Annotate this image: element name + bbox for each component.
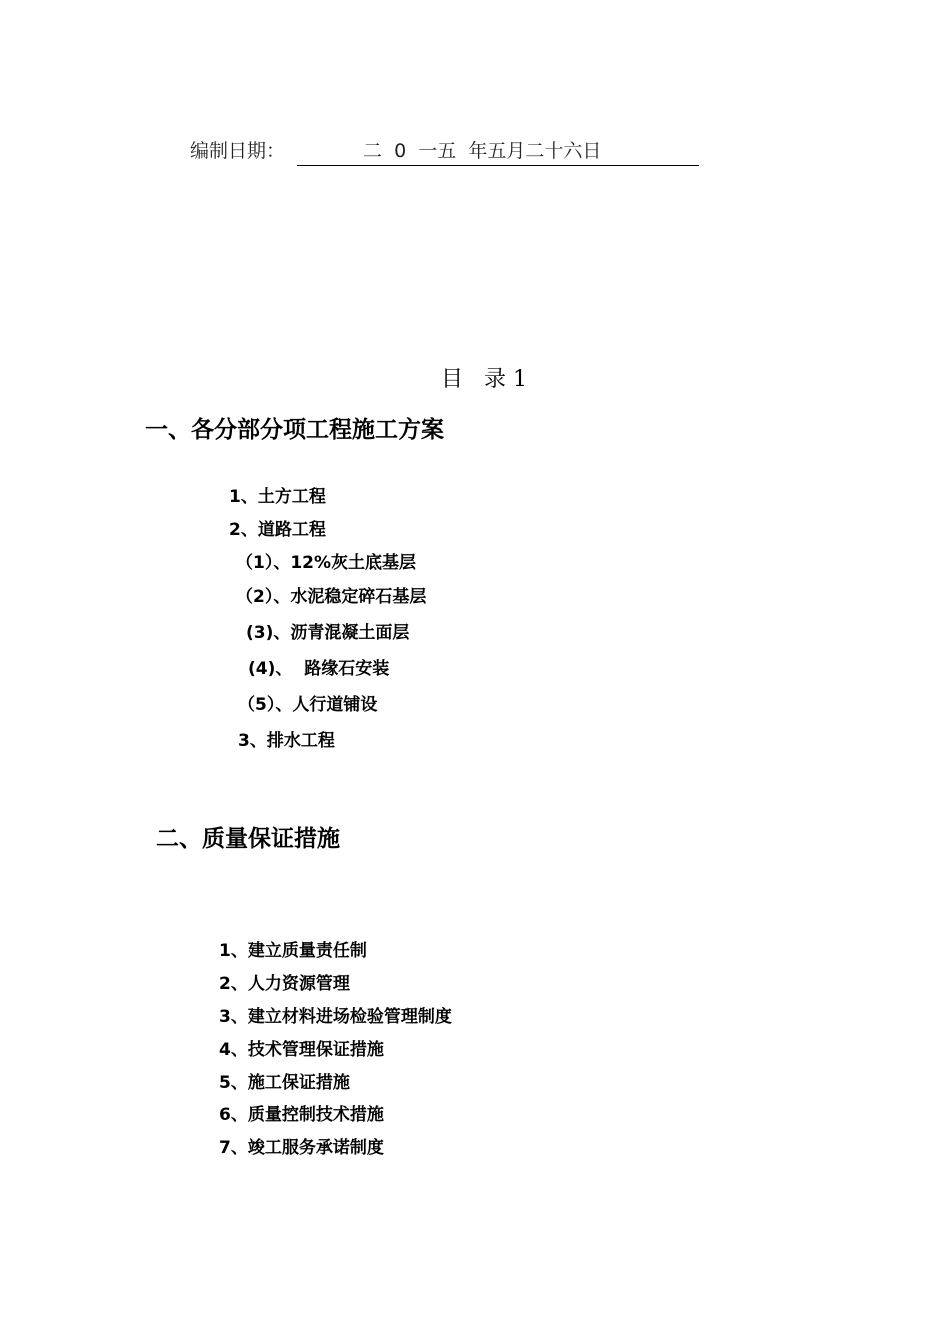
section-heading-quality-assurance: 二、质量保证措施 [156,826,340,852]
toc-entry: 4、技术管理保证措施 [219,1040,384,1060]
toc-entry: 2、人力资源管理 [219,974,350,994]
compile-date-label: 编制日期： [190,140,286,162]
toc-entry: 3、排水工程 [238,731,335,751]
toc-title: 目 录 1 [441,367,527,392]
compile-date-row [190,136,699,166]
toc-entry: (4)、 路缘石安装 [248,659,390,679]
section-heading-construction-plan: 一、各分部分项工程施工方案 [145,417,444,443]
toc-entry: （1）、12%灰土底基层 [236,553,417,573]
toc-entry: (3)、沥青混凝土面层 [246,623,410,643]
toc-entry: 1、建立质量责任制 [219,941,367,961]
toc-entry: 6、质量控制技术措施 [219,1105,384,1125]
toc-entry: 7、竣工服务承诺制度 [219,1138,384,1158]
compile-date-value: 二 0 一五 年五月二十六日 [297,136,699,166]
toc-entry: 2、道路工程 [229,520,326,540]
toc-entry: （5）、人行道铺设 [238,695,378,715]
toc-entry: 5、施工保证措施 [219,1073,350,1093]
toc-entry: （2）、水泥稳定碎石基层 [236,587,427,607]
toc-entry: 1、土方工程 [229,487,326,507]
toc-entry: 3、建立材料进场检验管理制度 [219,1007,452,1027]
